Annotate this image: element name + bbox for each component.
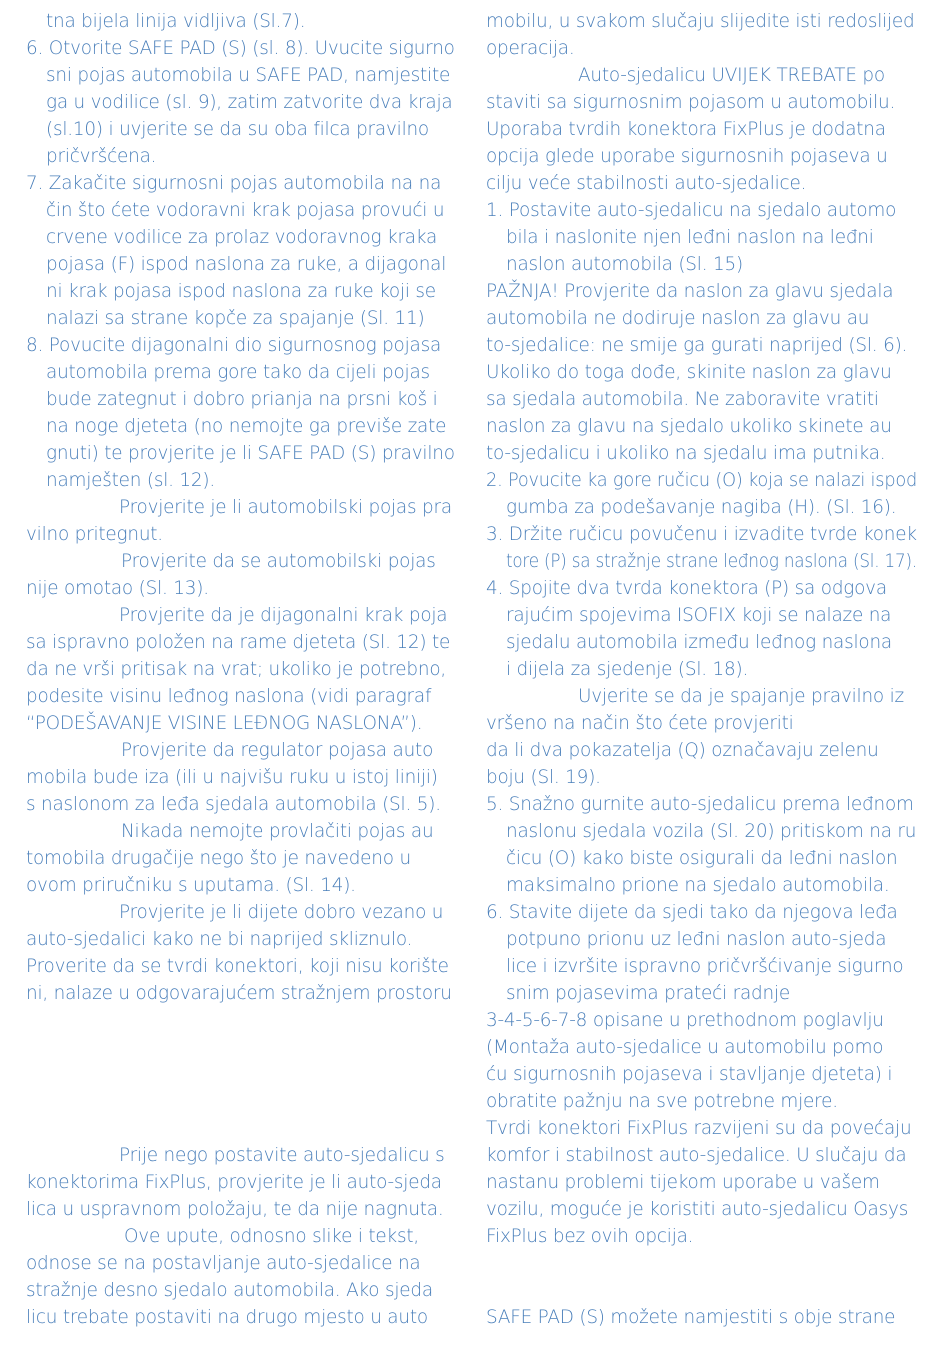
text-line: 5. Snažno gurnite auto-sjedalicu prema leđnom [486,794,914,815]
text-line: Prije nego postavite auto-sjedalicu s [119,1145,445,1166]
text-line: 6. Otvorite SAFE PAD (S) (sl. 8). Uvucite sigurno [26,38,455,59]
text-line: na noge djeteta (no nemojte ga previše zate [46,416,447,437]
text-line: staviti sa sigurnosnim pojasom u automobilu. [486,92,896,113]
text-line: naslonu sjedala vozila (Sl. 20) pritiskom na ru [506,821,917,842]
text-line: (sl.10) i uvjerite se da su oba filca pravilno [46,119,429,140]
text-line: Ukoliko do toga dođe, skinite naslon za glavu [486,362,892,383]
text-line: Provjerite da se automobilski pojas [121,551,436,572]
text-line: automobila prema gore tako da cijeli pojas [46,362,430,383]
text-line: 7. Zakačite sigurnosni pojas automobila na na [26,173,442,194]
text-line: crvene vodilice za prolaz vodoravnog kraka [46,227,438,248]
text-line: sjedalu automobila između leđnog naslona [506,632,892,653]
text-line: 3-4-5-6-7-8 opisane u prethodnom poglavlju [486,1010,884,1031]
text-line: čin što ćete vodoravni krak pojasa provući u [46,200,445,221]
text-line: i dijela za sjedenje (Sl. 18). [506,659,749,680]
text-line: to-sjedalicu i ukoliko na sjedalu ima putnika. [486,443,886,464]
text-line: to-sjedalice: ne smije ga gurati naprijed (Sl. 6). [486,335,908,356]
text-line: pričvršćena. [46,146,157,167]
text-line: Proverite da se tvrdi konektori, koji nisu korište [26,956,449,977]
text-line: ovom priručniku s uputama. (Sl. 14). [26,875,356,896]
text-line: sa ispravno položen na rame djeteta (Sl. 12) te [26,632,451,653]
text-line: da ne vrši pritisak na vrat; ukoliko je potrebno, [26,659,447,680]
text-line: bude zategnut i dobro prianja na prsni koš i [46,389,438,410]
text-line: 4. Spojite dva tvrda konektora (P) sa odgova [486,578,887,599]
text-line: nastanu problemi tijekom uporabe u vašem [486,1172,880,1193]
text-line: pojasa (F) ispod naslona za ruke, a dijagonal [46,254,447,275]
text-line: rajućim spojevima ISOFIX koji se nalaze na [506,605,892,626]
text-line: s naslonom za leđa sjedala automobila (Sl. 5). [26,794,441,815]
text-line: odnose se na postavljanje auto-sjedalice na [26,1253,421,1274]
text-line: konektorima FixPlus, provjerite je li auto-sjeda [26,1172,442,1193]
text-line: licu trebate postaviti na drugo mjesto u auto [26,1307,428,1328]
text-line: naslon za glavu na sjedalo ukoliko skinete au [486,416,892,437]
text-line: automobila ne dodiruje naslon za glavu au [486,308,870,329]
text-line: čicu (O) kako biste osigurali da leđni naslon [506,848,898,869]
text-line: ni, nalaze u odgovarajućem stražnjem prostoru [26,983,452,1004]
text-line: “PODEŠAVANJE VISINE LEĐNOG NASLONA”). [26,713,423,734]
text-line: Auto-sjedalicu UVIJEK TREBATE po [578,65,885,86]
text-line: vozilu, moguće je koristiti auto-sjedalicu Oasys [486,1199,909,1220]
text-line: opcija glede uporabe sigurnosnih pojaseva u [486,146,888,167]
text-line: PAŽNJA! Provjerite da naslon za glavu sjedala [486,281,894,302]
text-line: ni krak pojasa ispod naslona za ruke koji se [46,281,436,302]
text-line: snim pojasevima prateći radnje [506,983,791,1004]
text-line: (Montaža auto-sjedalice u automobilu pomo [486,1037,884,1058]
text-line: potpuno prionu uz leđni naslon auto-sjeda [506,929,887,950]
text-line: Uporaba tvrdih konektora FixPlus je dodatna [486,119,886,140]
text-line: operacija. [486,38,575,59]
text-line: lice i izvršite ispravno pričvršćivanje sigurno [506,956,904,977]
text-line: lica u uspravnom položaju, te da nije nagnuta. [26,1199,444,1220]
text-line: SAFE PAD (S) možete namjestiti s obje strane [486,1307,896,1328]
text-line: namješten (sl. 12). [46,470,216,491]
text-line: Provjerite je li dijete dobro vezano u [119,902,444,923]
text-line: obratite pažnju na sve potrebne mjere. [486,1091,838,1112]
text-line: ću sigurnosnih pojaseva i stavljanje djeteta) i [486,1064,893,1085]
text-line: Uvjerite se da je spajanje pravilno iz [578,686,904,707]
text-line: Tvrdi konektori FixPlus razvijeni su da povećaju [486,1118,912,1139]
text-line: vilno pritegnut. [26,524,163,545]
text-line: FixPlus bez ovih opcija. [486,1226,694,1247]
text-line: Nikada nemojte provlačiti pojas au [121,821,434,842]
text-line: mobila bude iza (ili u najvišu ruku u istoj liniji) [26,767,438,788]
text-line: sa sjedala automobila. Ne zaboravite vratiti [486,389,879,410]
text-line: tore (P) sa stražnje strane leđnog naslona (Sl. 17). [506,551,917,572]
text-line: da li dva pokazatelja (Q) označavaju zelenu [486,740,879,761]
text-line: 8. Povucite dijagonalni dio sigurnosnog pojasa [26,335,442,356]
text-line: gnuti) te provjerite je li SAFE PAD (S) pravilno [46,443,455,464]
text-line: boju (Sl. 19). [486,767,601,788]
text-line: tomobila drugačije nego što je navedeno u [26,848,411,869]
text-line: vršeno na način što ćete provjeriti [486,713,794,734]
text-line: nije omotao (Sl. 13). [26,578,209,599]
text-line: 2. Povucite ka gore ručicu (O) koja se nalazi ispod [486,470,918,491]
text-line: Ove upute, odnosno slike i tekst, [124,1226,420,1247]
text-line: 3. Držite ručicu povučenu i izvadite tvrde konek [486,524,917,545]
text-line: 6. Stavite dijete da sjedi tako da njegova leđa [486,902,898,923]
text-line: auto-sjedalici kako ne bi naprijed skliznulo. [26,929,413,950]
text-line: bila i naslonite njen leđni naslon na leđni [506,227,874,248]
text-line: gumba za podešavanje nagiba (H). (Sl. 16). [506,497,897,518]
text-line: tna bijela linija vidljiva (Sl.7). [46,11,306,32]
text-line: Provjerite da regulator pojasa auto [121,740,434,761]
text-line: ga u vodilice (sl. 9), zatim zatvorite dva kraja [46,92,453,113]
text-line: mobilu, u svakom slučaju slijedite isti redoslijed [486,11,915,32]
text-line: podesite visinu leđnog naslona (vidi paragraf [26,686,432,707]
text-line: Provjerite je li automobilski pojas pra [119,497,452,518]
text-line: komfor i stabilnost auto-sjedalice. U slučaju da [486,1145,907,1166]
text-line: naslon automobila (Sl. 15) [506,254,743,275]
text-line: 1. Postavite auto-sjedalicu na sjedalo automo [486,200,897,221]
text-line: sni pojas automobila u SAFE PAD, namjestite [46,65,451,86]
text-line: Provjerite da je dijagonalni krak poja [119,605,448,626]
text-line: maksimalno prione na sjedalo automobila. [506,875,890,896]
text-line: stražnje desno sjedalo automobila. Ako sjeda [26,1280,433,1301]
text-line: nalazi sa strane kopče za spajanje (Sl. 11) [46,308,425,329]
text-line: cilju veće stabilnosti auto-sjedalice. [486,173,807,194]
